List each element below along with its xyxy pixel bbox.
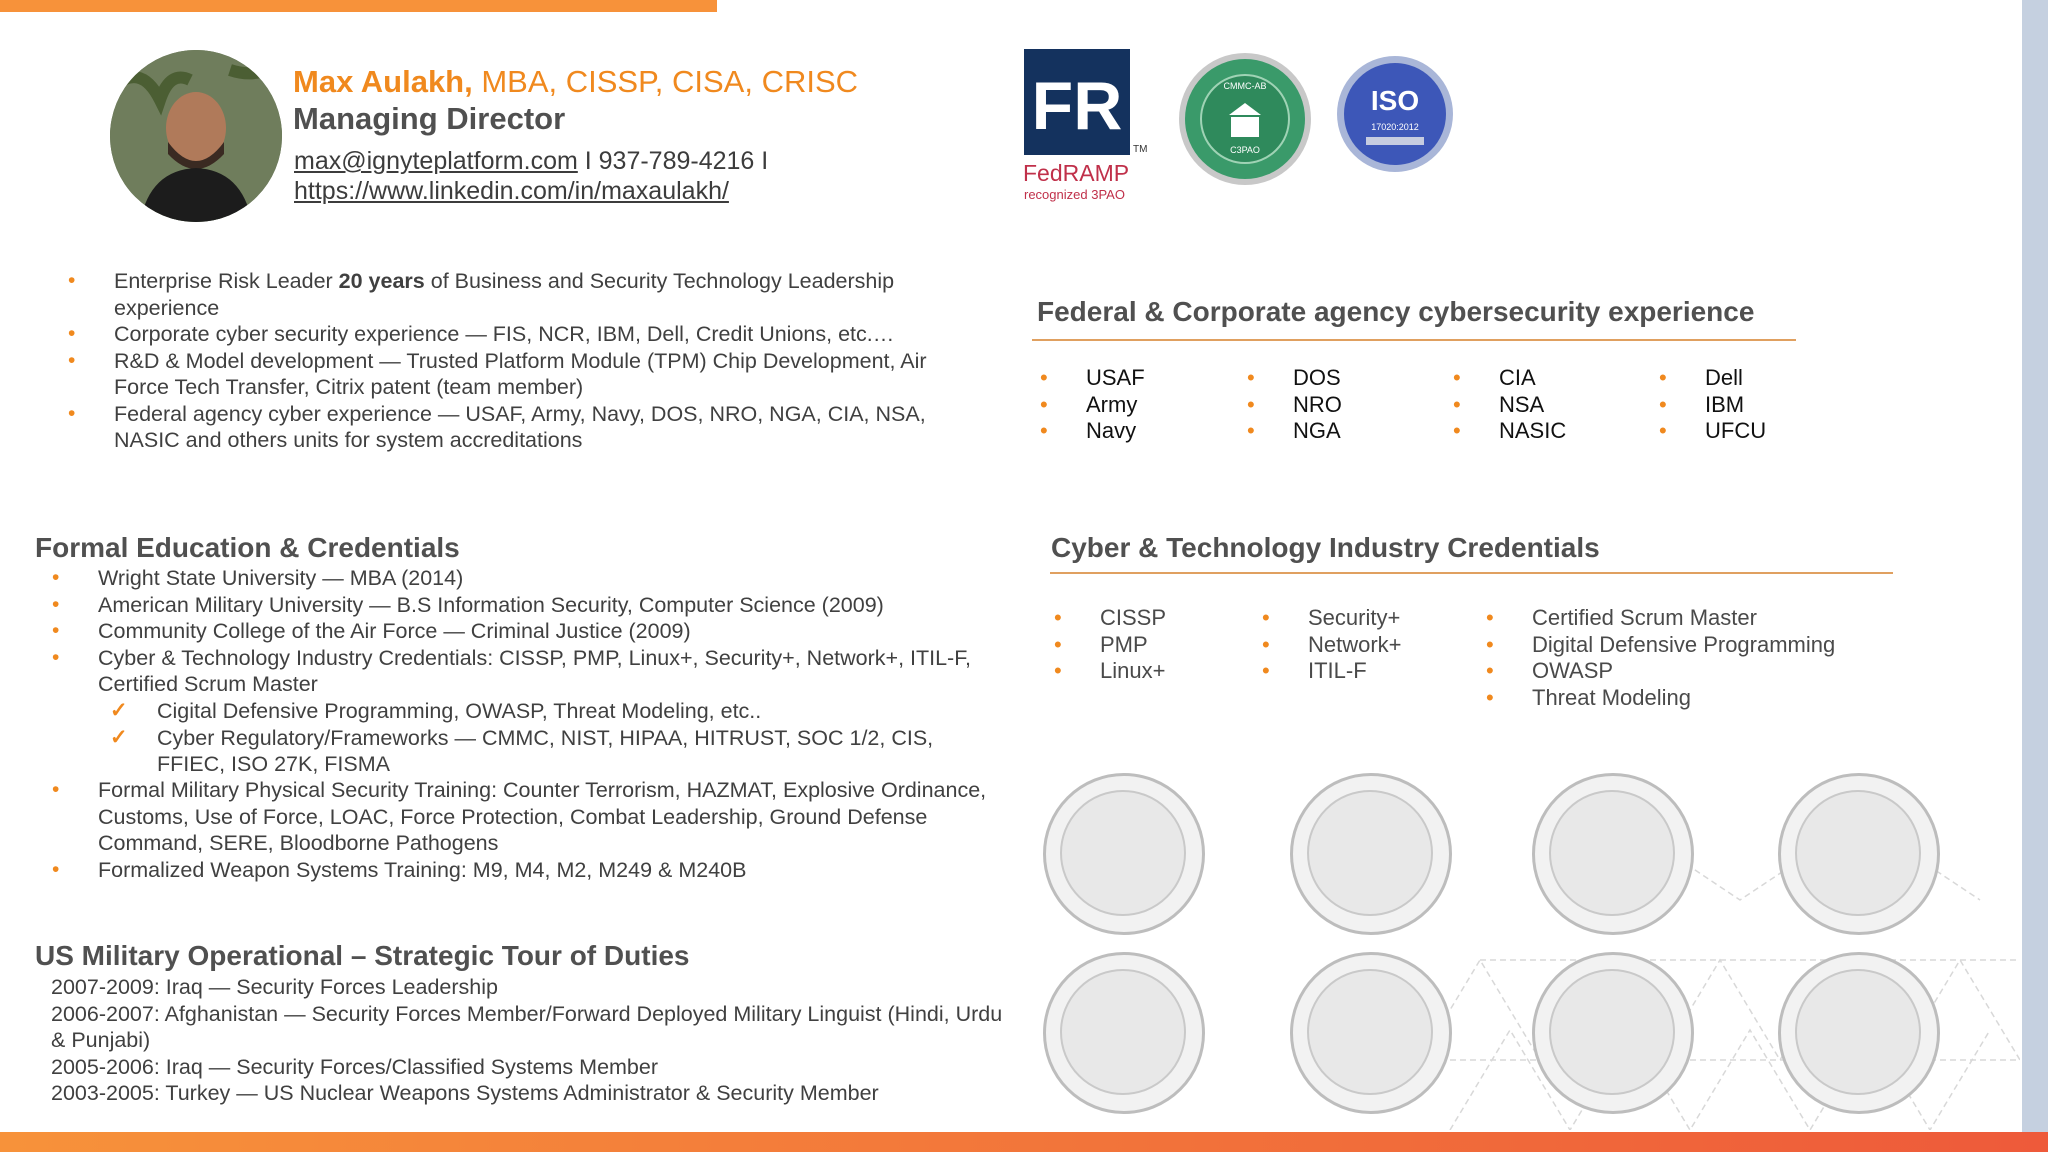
list-item: • NRO xyxy=(1245,392,1342,419)
federal-experience-title: Federal & Corporate agency cybersecurity experience xyxy=(1037,296,1755,327)
list-item: • Formalized Weapon Systems Training: M9, M4, M2, M249 & M240B xyxy=(52,857,992,884)
fedramp-label: FedRAMP xyxy=(1023,160,1130,186)
list-item: • NASIC xyxy=(1451,418,1566,445)
state-department-seal-icon xyxy=(1043,952,1205,1114)
person-role: Managing Director xyxy=(293,101,566,136)
federal-col-3 xyxy=(1451,365,1566,445)
tour-item: 2003-2005: Turkey — US Nuclear Weapons Systems Administrator & Security Member xyxy=(51,1081,879,1105)
list-item: • Threat Modeling xyxy=(1484,685,1835,712)
contact-line xyxy=(294,147,768,176)
list-item: • USAF xyxy=(1038,365,1145,392)
phone-text: I 937-789-4216 I xyxy=(577,147,769,175)
list-item: • UFCU xyxy=(1657,418,1766,445)
top-accent-bar xyxy=(0,0,717,12)
industry-col-2 xyxy=(1260,605,1402,685)
cia-seal-icon xyxy=(1290,773,1452,935)
bottom-accent-bar xyxy=(0,1132,2048,1152)
industry-credentials-title: Cyber & Technology Industry Credentials xyxy=(1051,532,1600,563)
trademark-mark: TM xyxy=(1133,144,1148,155)
list-item: • Federal agency cyber experience — USAF, Army, Navy, DOS, NRO, NGA, CIA, NSA, NASIC and others units for system accreditations xyxy=(68,401,968,454)
list-item: • ITIL-F xyxy=(1260,658,1402,685)
industry-divider xyxy=(1050,572,1893,574)
list-item: • Security+ xyxy=(1260,605,1402,632)
list-item: • Navy xyxy=(1038,418,1145,445)
nsa-seal-icon xyxy=(1778,952,1940,1114)
list-item: • PMP xyxy=(1052,632,1166,659)
list-item: • IBM xyxy=(1657,392,1766,419)
list-item: • NSA xyxy=(1451,392,1566,419)
list-item: • Wright State University — MBA (2014) xyxy=(52,565,992,592)
education-title: Formal Education & Credentials xyxy=(35,532,460,563)
list-item: • Community College of the Air Force — Criminal Justice (2009) xyxy=(52,618,992,645)
person-name: Max Aulakh, MBA, CISSP, CISA, CRISC xyxy=(293,64,859,99)
svg-text:17020:2012: 17020:2012 xyxy=(1371,122,1419,132)
list-item: • CISSP xyxy=(1052,605,1166,632)
list-item: • Formal Military Physical Security Training: Counter Terrorism, HAZMAT, Explosive Ordinance, Customs, Use of Force, LOAC, Force Protection, Combat Leadership, Ground Defense Command, SERE, Bloodborne Pathogens xyxy=(52,777,992,857)
list-item: • Dell xyxy=(1657,365,1766,392)
federal-col-4 xyxy=(1657,365,1766,445)
svg-text:CMMC-AB: CMMC-AB xyxy=(1223,81,1267,91)
svg-text:FR: FR xyxy=(1031,68,1123,144)
fedramp-sublabel: recognized 3PAO xyxy=(1024,187,1125,202)
list-item: • American Military University — B.S Information Security, Computer Science (2009) xyxy=(52,592,992,619)
list-item: • NGA xyxy=(1245,418,1342,445)
training-list xyxy=(52,777,992,883)
list-item: • Network+ xyxy=(1260,632,1402,659)
check-item: ✓ Cigital Defensive Programming, OWASP, Threat Modeling, etc.. xyxy=(110,698,940,725)
nro-seal-icon xyxy=(1290,952,1452,1114)
svg-text:ISO: ISO xyxy=(1370,85,1420,116)
industry-col-1 xyxy=(1052,605,1166,685)
tour-item: 2006-2007: Afghanistan — Security Forces Member/Forward Deployed Military Linguist (Hindi, Urdu & Punjabi) xyxy=(51,1001,1003,1052)
right-accent-bar xyxy=(2022,0,2048,1152)
svg-text:C3PAO: C3PAO xyxy=(1230,145,1260,155)
list-item: • DOS xyxy=(1245,365,1342,392)
education-checklist xyxy=(110,698,940,778)
list-item: • Army xyxy=(1038,392,1145,419)
education-list xyxy=(52,565,992,698)
federal-col-1 xyxy=(1038,365,1145,445)
email-link[interactable]: max@ignyteplatform.com xyxy=(294,147,578,175)
list-item: • CIA xyxy=(1451,365,1566,392)
list-item: • Cyber & Technology Industry Credentials: CISSP, PMP, Linux+, Security+, Network+, ITIL-F, Certified Scrum Master xyxy=(52,645,992,698)
linkedin-link[interactable]: https://www.linkedin.com/in/maxaulakh/ xyxy=(294,177,729,205)
industry-col-3 xyxy=(1484,605,1835,711)
list-item: • Certified Scrum Master xyxy=(1484,605,1835,632)
linkedin-line xyxy=(294,177,729,206)
list-item: • Linux+ xyxy=(1052,658,1166,685)
fedramp-logo xyxy=(1024,49,1130,155)
navy-seal-icon xyxy=(1778,773,1940,935)
tour-item: 2007-2009: Iraq — Security Forces Leadership xyxy=(51,975,498,999)
army-seal-icon xyxy=(1043,773,1205,935)
military-tours-list xyxy=(51,974,1011,1107)
avatar xyxy=(110,50,282,222)
military-tours-title: US Military Operational – Strategic Tour of Duties xyxy=(35,940,690,971)
cmmc-c3pao-badge xyxy=(1177,51,1313,187)
federal-col-2 xyxy=(1245,365,1342,445)
federal-divider xyxy=(1032,339,1796,341)
list-item: • Enterprise Risk Leader 20 years of Business and Security Technology Leadership experience xyxy=(68,268,968,321)
air-force-seal-icon xyxy=(1532,773,1694,935)
iso-badge xyxy=(1336,55,1454,173)
list-item: • OWASP xyxy=(1484,658,1835,685)
check-item: ✓ Cyber Regulatory/Frameworks — CMMC, NIST, HIPAA, HITRUST, SOC 1/2, CIS, FFIEC, ISO 27K, FISMA xyxy=(110,725,940,778)
list-item: • Corporate cyber security experience — FIS, NCR, IBM, Dell, Credit Unions, etc.… xyxy=(68,321,968,348)
summary-list xyxy=(68,268,968,454)
nga-seal-icon xyxy=(1532,952,1694,1114)
tour-item: 2005-2006: Iraq — Security Forces/Classified Systems Member xyxy=(51,1054,659,1079)
list-item: • Digital Defensive Programming xyxy=(1484,632,1835,659)
list-item: • R&D & Model development — Trusted Platform Module (TPM) Chip Development, Air Force Tech Transfer, Citrix patent (team member) xyxy=(68,348,968,401)
